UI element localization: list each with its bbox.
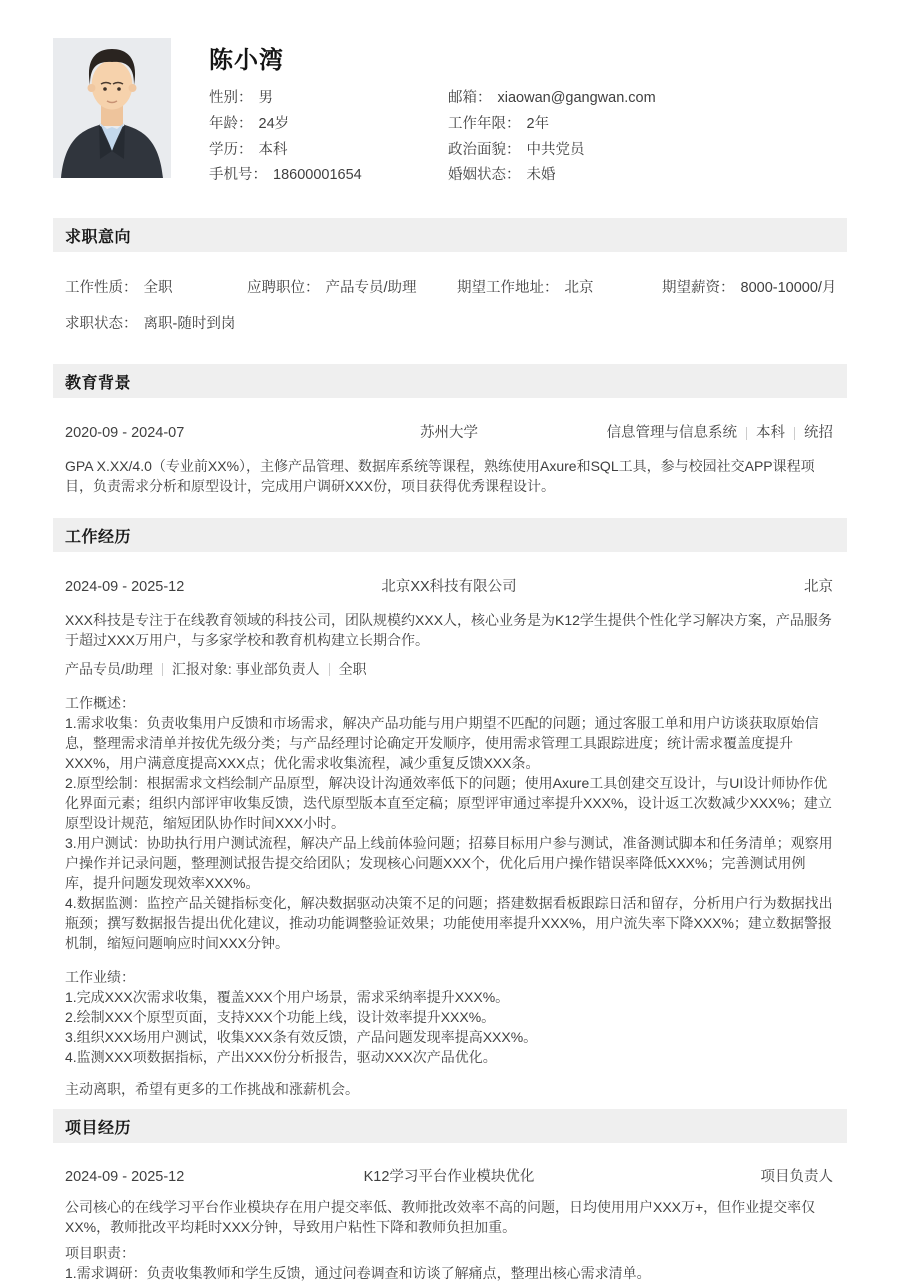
work-location: 北京	[804, 579, 833, 596]
field-expected-location-label: 期望工作地址：	[457, 280, 559, 297]
divider	[329, 663, 330, 676]
education-meta	[478, 423, 833, 443]
education-enroll-type: 统招	[804, 425, 833, 442]
portrait-illustration	[53, 38, 171, 178]
divider	[746, 427, 747, 440]
education-major: 信息管理与信息系统	[606, 425, 737, 442]
field-target-position	[247, 278, 457, 298]
education-degree: 本科	[756, 425, 785, 442]
candidate-name: 陈小湾	[209, 47, 284, 74]
work-achievements-block	[65, 967, 833, 1067]
header-info	[209, 38, 847, 189]
section-project-experience	[0, 1109, 900, 1283]
info-phone-value: 18600001654	[273, 167, 362, 184]
field-job-nature	[65, 278, 247, 298]
resume-header	[0, 0, 900, 189]
field-job-status	[65, 316, 235, 332]
field-job-nature-value: 全职	[143, 280, 173, 297]
work-leave-reason: 主动离职，希望有更多的工作挑战和涨薪机会。	[65, 1081, 359, 1098]
project-duty-item: 1.需求调研：负责收集教师和学生反馈，通过问卷调查和访谈了解痛点，整理出核心需求清单。	[65, 1265, 651, 1282]
info-political-status-label: 政治面貌：	[448, 141, 521, 158]
education-description: GPA X.XX/4.0（专业前XX%），主修产品管理、数据库系统等课程，熟练使用Axure和SQL工具，参与校园社交APP课程项目，负责需求分析和原型设计，完成用户调研XXX份，项目获得优秀课程设计。	[65, 458, 815, 495]
info-phone-label: 手机号：	[209, 167, 267, 184]
info-email-value: xiaowan@gangwan.com	[497, 90, 656, 106]
section-work-experience	[0, 518, 900, 1099]
info-marital-status	[448, 163, 656, 189]
info-marital-status-value: 未婚	[526, 167, 556, 184]
info-email-label: 邮箱：	[448, 90, 492, 106]
info-marital-status-label: 婚姻状态：	[448, 167, 521, 184]
info-work-years	[448, 112, 656, 138]
info-work-years-value: 2年	[526, 115, 550, 132]
work-position-line	[65, 659, 833, 679]
personal-info-grid	[209, 86, 847, 189]
education-body	[65, 423, 833, 496]
field-job-status-label: 求职状态：	[65, 316, 138, 333]
info-gender-label: 性别：	[209, 90, 253, 106]
work-overview-title: 工作概述：	[65, 695, 135, 712]
work-entry-row	[65, 577, 833, 597]
section-header-job-intent	[53, 218, 847, 252]
info-education	[209, 138, 448, 164]
info-education-value: 本科	[258, 141, 288, 158]
section-education	[0, 364, 900, 496]
section-header-project-experience	[53, 1109, 847, 1143]
info-age-value: 24岁	[258, 115, 290, 132]
job-intent-fields-row	[65, 278, 837, 298]
education-entry-row	[65, 423, 833, 443]
work-overview-item: 3.用户测试：协助执行用户测试流程，解决产品上线前体验问题；招募目标用户参与测试，准备测试脚本和任务清单；观察用户操作并记录问题，整理测试报告提交给团队；发现核心问题XXX个，优化后用户操作错误率降低XXX%；完善测试用例库，提升问题发现效率XXX%。	[65, 835, 833, 892]
work-overview-block	[65, 693, 833, 953]
project-experience-body	[65, 1167, 833, 1283]
info-age-label: 年龄：	[209, 115, 253, 132]
divider	[162, 663, 163, 676]
project-period: 2024-09 - 2025-12	[65, 1169, 185, 1186]
field-target-position-value: 产品专员/助理	[325, 280, 417, 297]
info-education-label: 学历：	[209, 141, 253, 158]
education-school: 苏州大学	[420, 425, 478, 442]
section-title-education: 教育背景	[65, 374, 132, 392]
work-achievement-item: 1.完成XXX次需求收集，覆盖XXX个用户场景，需求采纳率提升XXX%。	[65, 989, 510, 1006]
info-political-status	[448, 138, 656, 164]
project-name: K12学习平台作业模块优化	[363, 1169, 535, 1186]
section-title-project-experience: 项目经历	[65, 1119, 132, 1137]
info-email	[448, 86, 656, 112]
field-job-nature-label: 工作性质：	[65, 280, 138, 297]
work-experience-body	[65, 577, 833, 1099]
section-header-education	[53, 364, 847, 398]
work-company-intro: XXX科技是专注于在线教育领域的科技公司，团队规模约XXX人，核心业务是为K12学生提供个性化学习解决方案，产品服务于超过XXX万用户，与多家学校和教育机构建立长期合作。	[65, 612, 832, 649]
personal-info-right-column	[448, 86, 656, 189]
work-achievement-item: 3.组织XXX场用户测试，收集XXX条有效反馈，产品问题发现率提高XXX%。	[65, 1029, 538, 1046]
info-age	[209, 112, 448, 138]
info-phone	[209, 163, 448, 189]
field-target-position-label: 应聘职位：	[247, 280, 320, 297]
work-overview-item: 4.数据监测：监控产品关键指标变化，解决数据驱动决策不足的问题；搭建数据看板跟踪日活和留存，分析用户行为数据找出瓶颈；撰写数据报告提出优化建议，推动功能调整验证效果；功能使用率提升XXX%，用户流失率下降XXX%；建立数据警报机制，缩短问题响应时间XXX分钟。	[65, 895, 833, 952]
field-expected-salary	[662, 278, 836, 298]
info-political-status-value: 中共党员	[526, 141, 585, 158]
work-period: 2024-09 - 2025-12	[65, 579, 185, 596]
work-overview-item: 2.原型绘制：根据需求文档绘制产品原型，解决设计沟通效率低下的问题；使用Axure工具创建交互设计，与UI设计师协作优化界面元素；组织内部评审收集反馈，迭代原型版本直至定稿；原型评审通过率提升XXX%，设计返工次数减少XXX%；建立原型设计规范，缩短团队协作时间XXX小时。	[65, 775, 832, 832]
info-gender-value: 男	[258, 90, 273, 106]
field-job-status-value: 离职-随时到岗	[143, 316, 236, 333]
work-job-type: 全职	[338, 661, 367, 678]
project-duty-title: 项目职责：	[65, 1245, 135, 1262]
info-work-years-label: 工作年限：	[448, 115, 521, 132]
work-company: 北京XX科技有限公司	[381, 579, 517, 596]
project-background: 公司核心的在线学习平台作业模块存在用户提交率低、教师批改效率不高的问题，日均使用用户XXX万+，但作业提交率仅XX%，教师批改平均耗时XXX分钟，导致用户粘性下降和教师负担加重。	[65, 1199, 816, 1236]
section-title-work-experience: 工作经历	[65, 528, 132, 546]
job-status-row	[65, 314, 833, 334]
info-gender	[209, 86, 448, 112]
project-entry-row	[65, 1167, 833, 1187]
work-position: 产品专员/助理	[65, 661, 153, 678]
profile-photo	[53, 38, 171, 178]
job-intent-body	[65, 278, 837, 334]
work-achievement-item: 4.监测XXX项数据指标，产出XXX份分析报告，驱动XXX次产品优化。	[65, 1049, 497, 1066]
field-expected-salary-label: 期望薪资：	[662, 280, 735, 297]
field-expected-location	[457, 278, 662, 298]
personal-info-left-column	[209, 86, 448, 189]
field-expected-salary-value: 8000-10000/月	[740, 280, 837, 297]
section-job-intent	[0, 218, 900, 334]
work-report-to: 汇报对象: 事业部负责人	[171, 661, 320, 678]
project-role: 项目负责人	[760, 1169, 833, 1186]
work-achievements-title: 工作业绩：	[65, 969, 135, 986]
work-achievement-item: 2.绘制XXX个原型页面，支持XXX个功能上线，设计效率提升XXX%。	[65, 1009, 496, 1026]
field-expected-location-value: 北京	[564, 280, 594, 297]
section-title-job-intent: 求职意向	[65, 228, 132, 246]
education-period: 2020-09 - 2024-07	[65, 425, 185, 442]
section-header-work-experience	[53, 518, 847, 552]
divider	[794, 427, 795, 440]
work-overview-item: 1.需求收集：负责收集用户反馈和市场需求，解决产品功能与用户期望不匹配的问题；通过客服工单和用户访谈获取原始信息，整理需求清单并按优先级分类；与产品经理讨论确定开发顺序，使用需求管理工具跟踪进度；统计需求覆盖度提升XXX%，用户满意度提高XXX点；优化需求收集流程，减少重复反馈XXX条。	[65, 715, 819, 772]
